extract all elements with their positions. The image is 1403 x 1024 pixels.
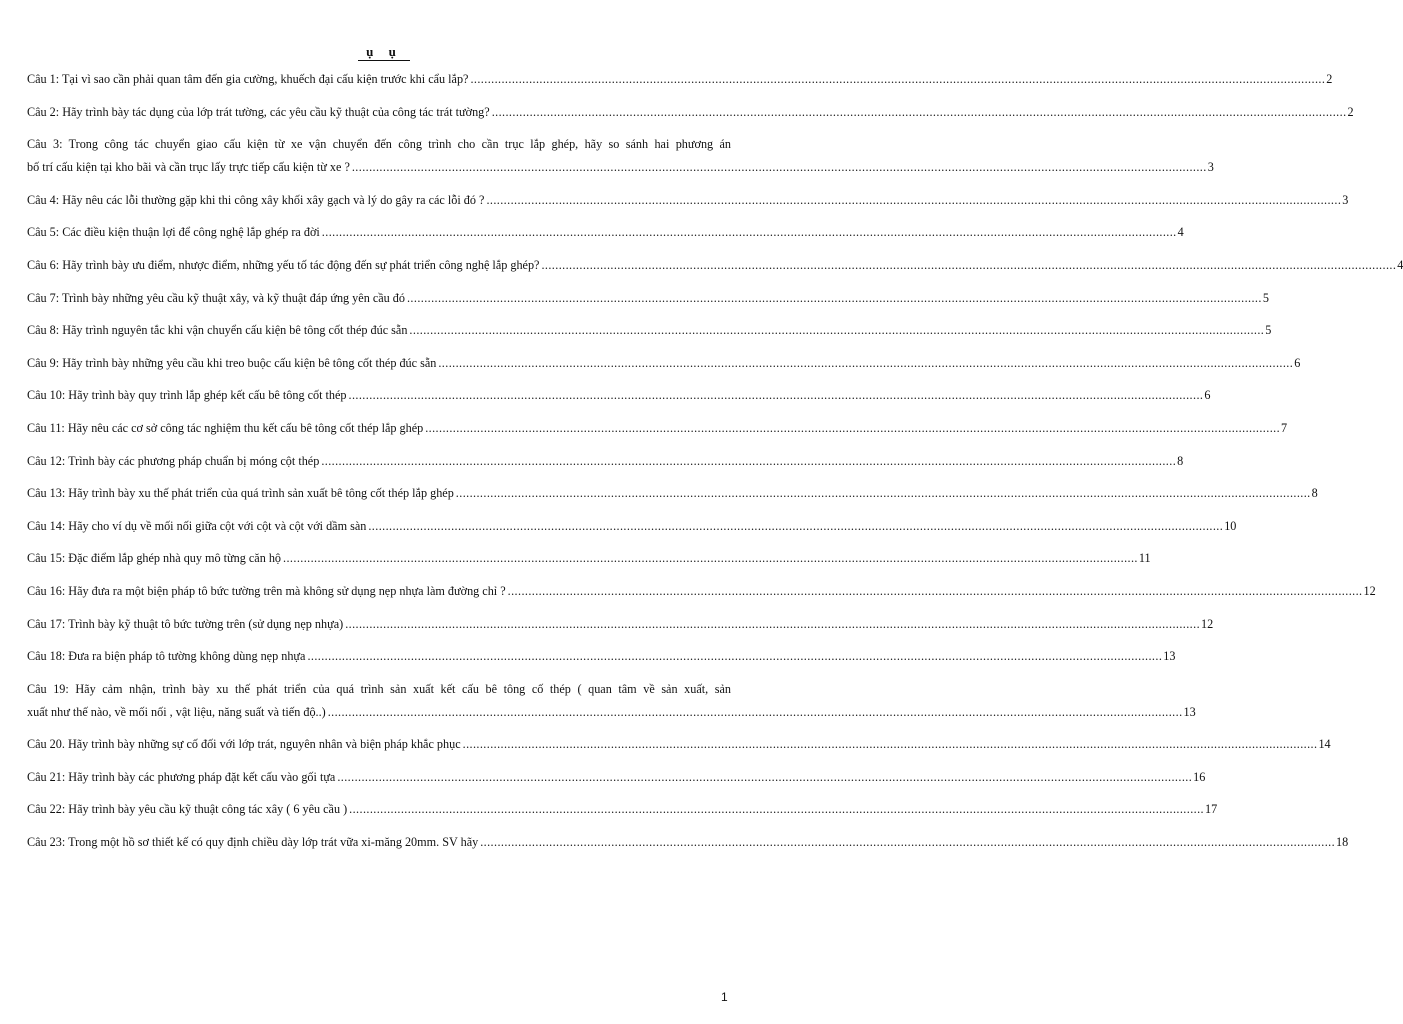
toc-entry-page: 2 [1326, 72, 1333, 86]
toc-entry-21[interactable] [27, 766, 1206, 789]
dot-leader [321, 450, 1176, 473]
toc-entry-text: Câu 1: Tại vì sao cần phải quan tâm đến gia cường, khuếch đại cấu kiện trước khi cẩu lắp? [27, 72, 469, 86]
toc-entry-3[interactable] [27, 133, 1214, 179]
toc-entry-text-line1: Câu 3: Trong công tác chuyển giao cấu kiện từ xe vận chuyển đến công trình cho cần trục lắp ghép, hãy so sánh hai phương án [27, 137, 731, 152]
toc-entry-2[interactable] [27, 101, 1354, 124]
toc-entry-page: 13 [1163, 649, 1176, 664]
dot-leader [307, 645, 1162, 668]
toc-entry-14[interactable] [27, 515, 1237, 538]
toc-entry-page: 4 [1397, 257, 1403, 272]
table-of-contents [27, 68, 1403, 864]
toc-entry-13[interactable] [27, 482, 1318, 505]
dot-leader [407, 287, 1262, 310]
toc-entry-text: Câu 20. Hãy trình bày những sự cố đối với lớp trát, nguyên nhân và biện pháp khắc phục [27, 737, 461, 752]
toc-entry-page: 6 [1294, 355, 1301, 370]
toc-entry-page: 3 [1207, 160, 1214, 175]
toc-entry-text: Câu 18: Đưa ra biện pháp tô tường không dùng nẹp nhựa [27, 649, 306, 664]
toc-entry-text: Câu 22: Hãy trình bày yêu cầu kỹ thuật công tác xây ( 6 yêu cầu ) [27, 802, 348, 817]
toc-entry-text: Câu 9: Hãy trình bày những yêu cầu khi treo buộc cấu kiện bê tông cốt thép đúc sẵn [27, 355, 437, 370]
toc-entry-page: 3 [1342, 192, 1349, 207]
toc-entry-text: Câu 11: Hãy nêu các cơ sở công tác nghiệm thu kết cấu bê tông cốt thép lắp ghép [27, 420, 424, 435]
dot-leader [352, 156, 1207, 179]
toc-entry-text: Câu 15: Đặc điểm lắp ghép nhà quy mô từng căn hộ [27, 551, 282, 566]
dot-leader [486, 189, 1341, 212]
toc-entry-page: 14 [1318, 737, 1331, 752]
toc-entry-page: 6 [1204, 388, 1211, 403]
dot-leader [345, 613, 1200, 636]
dot-leader [328, 701, 1183, 724]
dot-leader [480, 831, 1335, 854]
toc-entry-page: 13 [1183, 704, 1196, 719]
toc-entry-page: 10 [1224, 518, 1237, 533]
toc-entry-text: Câu 12: Trình bày các phương pháp chuẩn bị móng cột thép [27, 453, 320, 468]
dot-leader [456, 482, 1311, 505]
toc-entry-text: Câu 17: Trình bày kỹ thuật tô bức tường trên (sử dụng nẹp nhựa) [27, 616, 344, 631]
toc-entry-page: 12 [1363, 583, 1376, 598]
toc-heading-text: ụ ụ [358, 44, 410, 61]
toc-entry-12[interactable] [27, 450, 1184, 473]
toc-entry-text: Câu 4: Hãy nêu các lỗi thường gặp khi thi công xây khối xây gạch và lý do gây ra các lỗi đó ? [27, 192, 485, 207]
toc-entry-text: Câu 23: Trong một hồ sơ thiết kế có quy định chiều dày lớp trát vữa xi-măng 20mm. SV hãy [27, 835, 479, 850]
page-number: 1 [721, 990, 728, 1004]
toc-entry-text: Câu 13: Hãy trình bày xu thế phát triển của quá trình sản xuất bê tông cốt thép lắp ghép [27, 486, 454, 501]
toc-entry-11[interactable] [27, 417, 1288, 440]
toc-entry-20[interactable] [27, 733, 1331, 756]
toc-entry-15[interactable] [27, 547, 1151, 570]
toc-entry-text: Câu 6: Hãy trình bày ưu điểm, nhược điểm, những yếu tố tác động đến sự phát triển công nghệ lắp ghép? [27, 257, 540, 272]
toc-entry-8[interactable] [27, 319, 1272, 342]
dot-leader [337, 766, 1192, 789]
dot-leader [470, 68, 1325, 91]
toc-entry-page: 8 [1177, 453, 1184, 468]
toc-entry-page: 8 [1311, 486, 1318, 501]
toc-entry-4[interactable] [27, 189, 1349, 212]
toc-entry-text: Câu 21: Hãy trình bày các phương pháp đặt kết cấu vào gối tựa [27, 769, 336, 784]
toc-heading [0, 44, 768, 61]
toc-entry-page: 16 [1193, 769, 1206, 784]
toc-entry-text: Câu 16: Hãy đưa ra một biện pháp tô bức tường trên mà không sử dụng nẹp nhựa làm đường chỉ ? [27, 583, 506, 598]
toc-entry-text: Câu 10: Hãy trình bày quy trình lắp ghép kết cấu bê tông cốt thép [27, 388, 347, 403]
toc-entry-9[interactable] [27, 352, 1301, 375]
dot-leader [349, 384, 1204, 407]
toc-entry-10[interactable] [27, 384, 1211, 407]
toc-entry-6[interactable] [27, 254, 1403, 277]
toc-entry-5[interactable] [27, 221, 1184, 244]
toc-entry-text: xuất như thế nào, về mối nối , vật liệu, năng suất và tiến độ..) [27, 704, 326, 719]
toc-entry-text: Câu 5: Các điều kiện thuận lợi để công nghệ lắp ghép ra đời [27, 225, 320, 240]
dot-leader [463, 733, 1318, 756]
toc-entry-text: Câu 8: Hãy trình nguyên tắc khi vận chuyển cấu kiện bê tông cốt thép đúc sẵn [27, 323, 408, 338]
toc-entry-18[interactable] [27, 645, 1176, 668]
toc-entry-text: Câu 7: Trình bày những yêu cầu kỹ thuật xây, và kỹ thuật đáp ứng yên cầu đó [27, 290, 405, 305]
toc-entry-page: 12 [1201, 616, 1214, 631]
toc-entry-page: 11 [1138, 551, 1151, 566]
toc-entry-19[interactable] [27, 678, 1196, 724]
dot-leader [349, 798, 1204, 821]
dot-leader [368, 515, 1223, 538]
toc-entry-23[interactable] [27, 831, 1349, 854]
toc-entry-page: 4 [1177, 225, 1184, 240]
toc-entry-page: 5 [1262, 290, 1269, 305]
dot-leader [438, 352, 1293, 375]
dot-leader [541, 254, 1396, 277]
toc-entry-1[interactable] [27, 68, 1333, 91]
dot-leader [508, 580, 1363, 603]
toc-entry-7[interactable] [27, 287, 1269, 310]
dot-leader [492, 101, 1347, 124]
toc-entry-page: 17 [1204, 802, 1218, 817]
toc-entry-page: 7 [1281, 420, 1288, 435]
toc-entry-16[interactable] [27, 580, 1376, 603]
toc-entry-17[interactable] [27, 613, 1214, 636]
toc-entry-text: Câu 2: Hãy trình bày tác dụng của lớp trát tường, các yêu cầu kỹ thuật của công tác trát tường? [27, 104, 490, 119]
dot-leader [409, 319, 1264, 342]
dot-leader [425, 417, 1280, 440]
toc-entry-page: 2 [1347, 104, 1354, 119]
toc-entry-22[interactable] [27, 798, 1218, 821]
toc-entry-page: 5 [1265, 323, 1272, 338]
toc-entry-page: 18 [1336, 835, 1349, 850]
toc-entry-text: Câu 14: Hãy cho ví dụ về mối nối giữa cột với cột và cột với dầm sàn [27, 518, 367, 533]
dot-leader [322, 221, 1177, 244]
dot-leader [283, 547, 1138, 570]
toc-entry-text-line1: Câu 19: Hãy cảm nhận, trình bày xu thế phát triển của quá trình sản xuất kết cấu bê tông cố thép ( quan tâm về sản xuất, sản [27, 681, 731, 696]
toc-entry-text: bố trí cấu kiện tại kho bãi và cần trục lấy trực tiếp cấu kiện từ xe ? [27, 160, 350, 175]
